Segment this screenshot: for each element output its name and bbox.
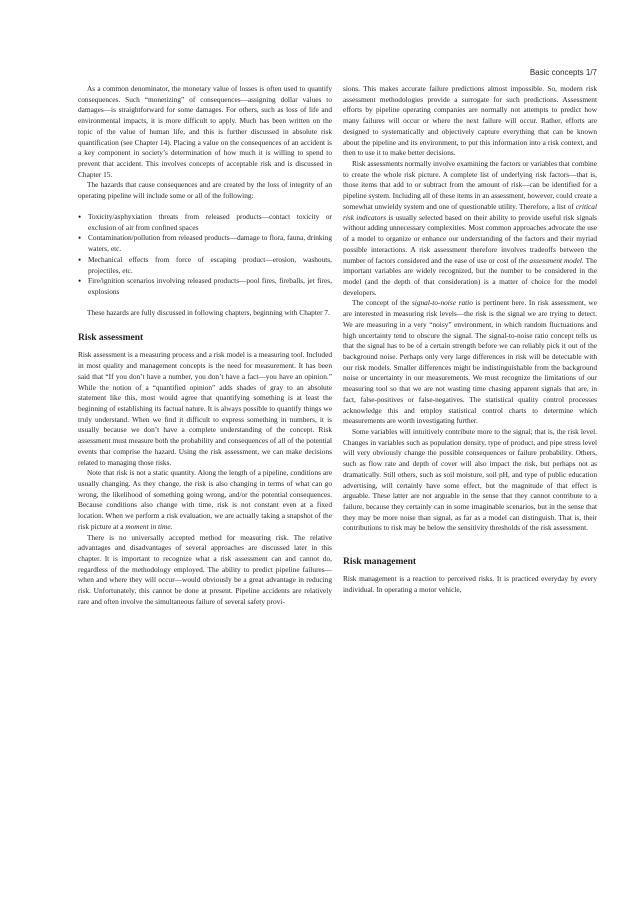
list-item: • Mechanical effects from force of escaping product—erosion, washouts, projectiles, etc.	[78, 255, 332, 276]
hazard-list	[78, 212, 332, 298]
paragraph-text: Note that risk is not a static quantity. Along the length of a pipeline, conditions are usually changing. As they change, the risk is also changing in terms of what can go wrong, the likelihood of something going wrong, and/or the potential consequences. Because conditions also change with time, risk is not constant even at a fixed location. When we perform a risk evaluation, we are actually taking a snapshot of the risk picture at a	[78, 468, 332, 531]
section-heading-risk-management: Risk management	[343, 557, 417, 568]
list-item: • Contamination/pollution from released products—damage to flora, fauna, drinking waters, etc.	[78, 233, 332, 254]
paragraph-text: The concept of the	[352, 298, 410, 308]
paragraph-text: is pertinent here. In risk assessment, we are interested in measuring risk levels—the risk is the signal we are trying to detect. We are measuring in a very “noisy” environment, in which random fluctuations and high uncertainty tend to obscure the signal. The signal-to-noise ratio concept tells us that the signal has to be of a certain strength before we can reliably pick it out of the background noise. Perhaps only very large differences in risk will be detectable with our risk models. Smaller differences might be indistinguishable from the background noise or uncertainty in our measurements. We must recognize the limitations of our measuring tool so that we are not wasting time chasing apparent signals that are, in fact, false-positives or false-negatives. The statistical quality control processes acknowledge this and employ statistical control charts to determine which measurements are worth investigating further.	[343, 298, 597, 426]
paragraph: Some variables will intuitively contribute more to the signal; that is, the risk level. Changes in variables such as population density, type of product, and pipe stress level will very obviously change the possible consequences or failure probability. Others, such as flow rate and depth of cover will also impact the risk, but perhaps not as dramatically. Still others, such as soil moisture, soil pH, and type of public education advertising, will certainly have some effect, but the magnitude of that effect is arguable. These latter are not arguable in the sense that they cannot contribute to a failure, because they certainly can in some imaginable scenarios, but in the sense that they may be more noise than signal, as far as a model can distinguish. That is, their contributions to risk may be below the sensitivity thresholds of the risk assessment.	[343, 427, 597, 533]
paragraph: Risk management is a reaction to perceived risks. It is practiced everyday by every individual. In operating a motor vehicle,	[343, 574, 597, 594]
paragraph: The hazards that cause consequences and are created by the loss of integrity of an operating pipeline will include some or all of the following:	[78, 180, 332, 201]
paragraph: Risk assessment is a measuring process and a risk model is a measuring tool. Included in most quality and management concepts is the need for measurement. It has been said that “If you don’t have a number, you don’t have a fact—you have an opinion.” While the notion of a “quantified opinion” adds shades of gray to an absolute statement like this, most would agree that quantifying something is at least the beginning of establishing its factual nature. It is always possible to quantify things we truly understand. When we find it difficult to express something in numbers, it is usually because we don’t have a complete understanding of the concept. Risk assessment must measure both the probability and consequences of all of the potential events that comprise the hazard. Using the risk assessment, we can make decisions related to managing those risks.	[78, 350, 332, 467]
page-header: Basic concepts 1/7	[529, 68, 597, 77]
paragraph: These hazards are fully discussed in following chapters, beginning with Chapter 7.	[87, 307, 330, 317]
left-column	[78, 84, 332, 608]
italic-phrase: the assessment model.	[518, 255, 584, 265]
paragraph-text: is usually selected based on their ability to provide useful risk signals without adding unnecessary complexities. Most common approaches advocate the use of a model to organize or enhance our understanding of the factors and their myriad possible interactions. A risk assessment therefore involves tradeoffs between the number of factors considered and the ease of use or cost of	[343, 212, 598, 265]
list-item: • Toxicity/asphyxiation threats from released products—contact toxicity or exclusion of air from confined spaces	[78, 212, 332, 233]
section-heading-risk-assessment: Risk assessment	[78, 333, 144, 344]
paragraph-text: Risk assessments normally involve examining the factors or variables that combine to create the whole risk picture. A complete list of underlying risk factors—that is, those items that add to or subtract from the amount of risk—can be identified for a pipeline system. Including all of these items in an assessment, however, could create a somewhat unwieldy system and one of questionable utility. Therefore, a list of	[343, 159, 597, 211]
list-item: • Fire/ignition scenarios involving released products—pool fires, fireballs, jet fires, explosions	[78, 276, 332, 297]
paragraph: sions. This makes accurate failure predictions almost impossible. So, modern risk assessment methodologies provide a surrogate for such predictions. Assessment efforts by pipeline operating companies are normally not attempts to predict how many failures will occur or where the next failure will occur. Rather, efforts are designed to systematically and objectively capture everything that can be known about the pipeline and its environment, to put this information into a risk context, and then to use it to make better decisions.	[343, 84, 597, 158]
paragraph	[343, 159, 597, 298]
italic-phrase: critical risk indicators	[343, 201, 597, 222]
italic-phrase: moment in time.	[125, 521, 173, 531]
paragraph-text: The important variables are widely recognized, but the number to be considered in the model (and the depth of that consideration) is a matter of choice for the model developers.	[343, 255, 597, 297]
paragraph: As a common denominator, the monetary value of losses is often used to quantify consequences. Such “monetizing” of consequences—assigning dollar values to damages—is straightforward for some damages. For others, such as loss of life and environmental impacts, it is more difficult to apply. Much has been written on the topic of the value of human life, and this is further discussed in absolute risk quantification (see Chapter 14). Placing a value on the consequences of an accident is a key component in society’s determination of how much it is willing to spend to prevent that accident. This involves concepts of acceptable risk and is discussed in Chapter 15.	[78, 84, 332, 179]
paragraph	[78, 468, 332, 532]
paragraph	[343, 298, 597, 427]
right-column	[343, 84, 597, 596]
paragraph: There is no universally accepted method for measuring risk. The relative advantages and disadvantages of several approaches are discussed later in this chapter. It is important to recognize what a risk assessment can and cannot do, regardless of the methodology employed. The ability to predict pipeline failures—when and where they will occur—would obviously be a great advantage in reducing risk. Unfortunately, this cannot be done at present. Pipeline accidents are relatively rare and often involve the simultaneous failure of several safety provi-	[78, 532, 332, 606]
italic-phrase: signal-to-noise ratio	[411, 298, 473, 308]
